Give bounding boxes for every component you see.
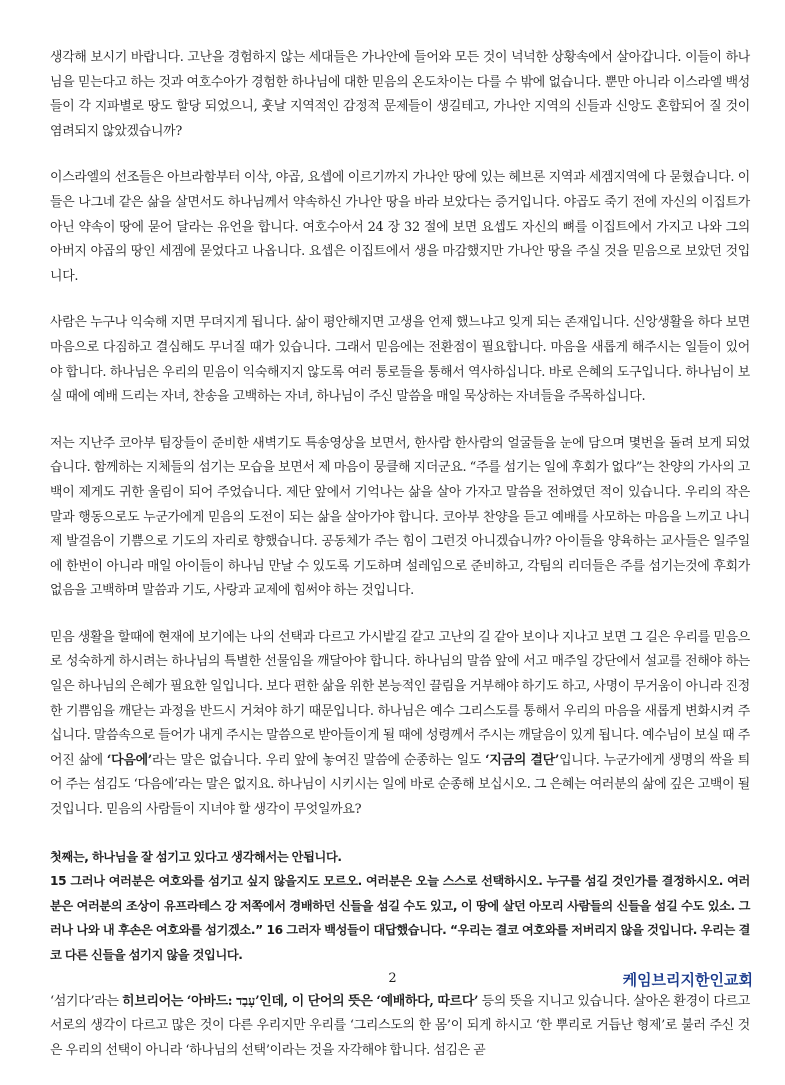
paragraph-serve-text-2: 등의 뜻을 지니고 있습니다. 살아온 환경이 다르고 서로의 생각이 다르고 많은 것이 다른 우리지만 우리를 ‘그리스도의 한 몸’이 되게 하시고 ‘한 뿌리로 거듭난 형제’로 불러 주신 것은 우리의 선택이 아니라 ‘하나님의 선택’이라는 것을 자각해야 합니다. 섬김은 곧 bbox=[50, 993, 751, 1058]
paragraph-coabu-video: 저는 지난주 코아부 팀장들이 준비한 새벽기도 특송영상을 보면서, 한사람 한사람의 얼굴들을 눈에 담으며 몇번을 돌려 보게 되었습니다. 함께하는 지체들의 섬기는 모습을 보면서 제 마음이 뭉클해 지더군요. “주를 섬기는 일에 후회가 없다”는 찬양의 가사의 고백이 제게도 귀한 울림이 되어 주었습니다. 제단 앞에서 기억나는 삶을 살아 가자고 말씀을 전하였던 적이 있습니다. 우리의 작은 말과 행동으로도 누군가에게 믿음의 도전이 되는 삶을 살아가야 합니다. 코아부 찬양을 듣고 예배를 사모하는 마음을 느끼고 나니 제 발걸음이 기쁨으로 기도의 자리로 향했습니다. 공동체가 주는 힘이 그런것 아니겠습니까? 아이들을 양육하는 교사들은 일주일에 한번이 아니라 매일 아이들이 하나님 만날 수 있도록 기도하며 설레임으로 준비하고, 각팀의 리더들은 주를 섬기는것에 후회가 없음을 고백하며 말씀과 기도, 사랑과 교제에 힘써야 하는 것입니다. bbox=[50, 435, 750, 599]
paragraph-familiarity: 사람은 누구나 익숙해 지면 무뎌지게 됩니다. 삶이 평안해지면 고생을 언제 했느냐고 잊게 되는 존재입니다. 신앙생활을 하다 보면 마음으로 다짐하고 결심해도 무너질 때가 있습니다. 그래서 믿음에는 전환점이 필요합니다. 마음을 새롭게 해주시는 일들이 있어야 합니다. 하나님은 우리의 믿음이 익숙해지지 않도록 여러 통로들을 통해서 역사하십니다. 바로 은혜의 도구입니다. 하나님이 보실 때에 예배 드리는 자녀, 찬송을 고백하는 자녀, 하나님이 주신 말씀을 매일 묵상하는 자녀들을 주목하십니다. bbox=[50, 315, 750, 405]
paragraph-faith-life-text-1: 믿음 생활을 할때에 현재에 보기에는 나의 선택과 다르고 가시밭길 같고 고난의 길 같아 보이나 지나고 보면 그 길은 우리를 믿음으로 성숙하게 하시려는 하나님의 특별한 선물임을 깨달아야 합니다. 하나님의 말씀 앞에 서고 매주일 강단에서 설교를 전해야 하는 일은 하나님의 은혜가 필요한 일입니다. 보다 편한 삶을 위한 본능적인 끌림을 거부해야 하기도 하고, 사명이 무거움이 아니라 진정한 기쁨임을 깨닫는 과정을 반드시 거쳐야 하기 때문입니다. 하나님은 예수 그리스도를 통해서 우리의 마음을 새롭게 변화시켜 주십니다. 말씀속으로 들어가 내게 주시는 말씀으로 받아들이게 될 때에 성령께서 주시는 깨달음이 있게 됩니다. 예수님이 보실 때 주어진 삶에 bbox=[50, 629, 750, 768]
paragraph-serve-meaning bbox=[50, 990, 750, 1064]
first-point-heading: 첫째는, 하나님을 잘 섬기고 있다고 생각해서는 안됩니다. bbox=[50, 849, 342, 864]
paragraph-serve-text-1: ‘섬기다’라는 bbox=[50, 993, 123, 1009]
scripture-quote: 15 그러나 여러분은 여호와를 섬기고 싶지 않을지도 모르오. 여러분은 오늘 스스로 선택하시오. 누구를 섬길 것인가를 결정하시오. 여러분은 여러분의 조상이 유프라테스 강 저쪽에서 경배하던 신들을 섬길 수도 있고, 이 땅에 살던 아모리 사람들의 신들을 섬길 수도 있소. 그러나 나와 내 후손은 여호와를 섬기겠소.” 16 그러자 백성들이 대답했습니다. “우리는 결코 여호와를 저버리지 않을 것입니다. 우리는 결코 다른 신들을 섬기지 않을 것입니다. bbox=[50, 874, 750, 962]
paragraph-faith-life-text-3: 입니다. 누군가에게 생명의 싹을 틔어 주는 섬김도 ‘다음에’라는 말은 없지요. 하나님이 시키시는 일에 바로 순종해 보십시오. 그 은혜는 여러분의 삶에 깊은 고백이 될 것입니다. 믿음의 사람들이 지녀야 할 생각이 무엇일까요? bbox=[50, 752, 750, 818]
page-body bbox=[50, 46, 750, 1085]
paragraph-ancestors: 이스라엘의 선조들은 아브라함부터 이삭, 야곱, 요셉에 이르기까지 가나안 땅에 있는 헤브론 지역과 세겜지역에 다 묻혔습니다. 이들은 나그네 같은 삶을 살면서도 하나님께서 약속하신 가나안 땅을 바라 보았다는 증거입니다. 야곱도 죽기 전에 자신의 이집트가 아닌 약속이 땅에 묻어 달라는 유언을 합니다. 여호수아서 24 장 32 절에 보면 요셉도 자신의 뼈를 이집트에서 가지고 나와 그의 아버지 야곱의 땅인 세겜에 묻었다고 나옵니다. 요셉은 이집트에서 생을 마감했지만 가나안 땅을 주실 것을 믿음으로 보았던 것입니다. bbox=[50, 170, 750, 284]
emphasis-hebrew-word: 히브리어는 ‘아바드: עָבַד’인데, 이 단어의 뜻은 ‘예배하다, 따르다’ bbox=[122, 993, 479, 1009]
paragraph-first-point bbox=[50, 845, 750, 968]
church-name: 케임브리지한인교회 bbox=[622, 971, 753, 989]
paragraph-generations: 생각해 보시기 바랍니다. 고난을 경험하지 않는 세대들은 가나안에 들어와 모든 것이 넉넉한 상황속에서 살아갑니다. 이들이 하나님을 믿는다고 하는 것과 여호수아가 경험한 하나님에 대한 믿음의 온도차이는 다를 수 밖에 없습니다. 뿐만 아니라 이스라엘 백성들이 각 지파별로 땅도 할당 되었으니, 훗날 지역적인 감정적 문제들이 생길테고, 가나안 지역의 신들과 신앙도 혼합되어 질 것이 염려되지 않았겠습니까? bbox=[50, 50, 750, 139]
emphasis-decision-now: ‘지금의 결단’ bbox=[485, 752, 560, 768]
paragraph-faith-life bbox=[50, 626, 750, 823]
page-number: 2 bbox=[388, 971, 397, 986]
paragraph-faith-life-text-2: 라는 말은 없습니다. 우리 앞에 놓여진 말씀에 순종하는 일도 bbox=[152, 752, 486, 768]
emphasis-next-time: ‘다음에’ bbox=[106, 752, 153, 768]
